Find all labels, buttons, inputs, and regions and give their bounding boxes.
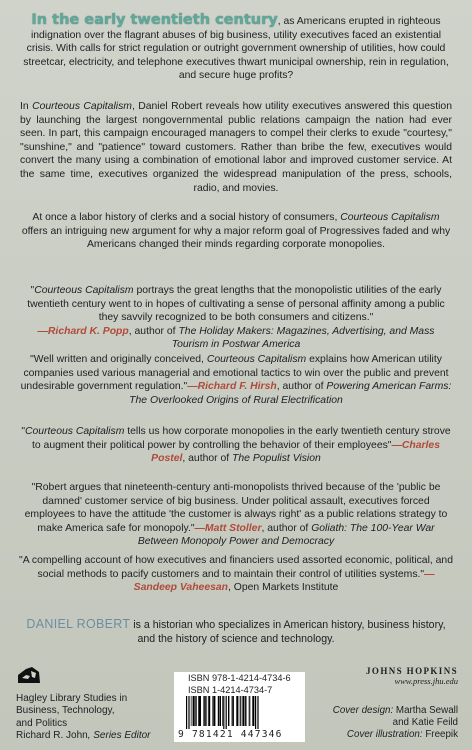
intro-paragraph xyxy=(20,14,452,83)
intro-lead: In the early twentieth century xyxy=(31,12,278,28)
credit-value: Martha Sewall xyxy=(395,705,458,716)
barcode-box xyxy=(174,672,305,742)
author-book-title: Powering American Farms: The Overlooked Origins of Rural Electrification xyxy=(129,381,452,406)
series-title xyxy=(16,693,176,730)
cover-credits xyxy=(333,705,458,741)
text-segment: " xyxy=(21,426,26,437)
series-editor xyxy=(16,730,176,742)
endorsement-quote xyxy=(18,353,454,407)
text-segment: , Open Markets Institute xyxy=(228,582,339,594)
hagley-logo-icon xyxy=(17,666,41,684)
editor-role: , Series Editor xyxy=(87,730,151,742)
endorsement-quote xyxy=(18,284,454,352)
text-segment: , Daniel Robert reveals how utility executives answered this question by launching the largest nongovernmental public relations campaign the nation had ever seen. In part, this campaign encouraged managers to compel their clerks to exude "courtesy," "sunshine," and "patience" toward customers. Rather than bribe the few, executives would convert the many using a combination of emotional labor and improved customer service. At the same time, executives organized the widespread manipulation of the press, schools, radio, and movies. xyxy=(20,101,452,194)
credit-label: Cover design: xyxy=(332,705,396,716)
series-line: Business, Technology, xyxy=(16,705,115,717)
quote-author: Richard K. Popp xyxy=(47,325,129,337)
quote-text: portrays the great lengths that the monopolistic utilities of the early twentieth century went to in hopes of cultivating a sense of personal affinity among a public they savvily recognized to be both consumers and citizens." xyxy=(27,285,445,324)
argument-paragraph xyxy=(20,211,452,252)
dash: — xyxy=(37,325,48,337)
endorsement-quote xyxy=(18,425,454,466)
barcode-digits: 9 781421 447346 xyxy=(178,729,283,740)
text-segment: "Well written and originally conceived, xyxy=(30,354,207,365)
illustration-credit xyxy=(333,729,458,741)
author-book-title: The Populist Vision xyxy=(232,453,321,465)
quote-text: tells us how corporate monopolies in the early twentieth century strove to augment their political power by controlling the behavior of their employees" xyxy=(32,426,451,451)
text-segment: , author of xyxy=(128,325,179,337)
credit-value: Freepik xyxy=(425,729,458,740)
text-segment: , author of xyxy=(182,453,233,465)
bio-text: is a historian who specializes in American history, business history, and the history of science and technology. xyxy=(130,619,446,645)
quote-author: Matt Stoller xyxy=(204,522,262,534)
isbn-10: ISBN 1-4214-4734-7 xyxy=(188,685,273,695)
credit-label: Cover illustration: xyxy=(346,729,426,740)
book-title: Courteous Capitalism xyxy=(25,426,125,437)
book-title: Courteous Capitalism xyxy=(32,101,132,112)
quote-text: "A compelling account of how executives and financiers used assorted economic, political, and social methods to pacify customers and to maintain their control of utilities systems." xyxy=(19,555,453,580)
publisher-name: JOHNS HOPKINS xyxy=(366,666,458,676)
dash: — xyxy=(194,522,205,534)
design-credit xyxy=(333,705,458,717)
book-title: Courteous Capitalism xyxy=(206,354,307,365)
quote-author: Sandeep Vaheesan xyxy=(133,582,228,594)
series-line: Hagley Library Studies in xyxy=(16,693,128,704)
publisher-url: www.press.jhu.edu xyxy=(394,676,458,686)
quote-text: explains how American utility companies used various managerial and emotional tactics to win over the public and prevent undesirable government regulation." xyxy=(20,354,449,393)
text-segment: offers an intriguing new argument for why a major reform goal of Progressives faded and why Americans changed their minds regarding corporate monopolies. xyxy=(21,225,451,251)
book-title: Courteous Capitalism xyxy=(340,212,440,223)
description-paragraph xyxy=(20,100,452,195)
publisher-block xyxy=(366,666,458,686)
endorsement-quote xyxy=(18,554,454,595)
intro-text: , as Americans erupted in righteous indignation over the flagrant abuses of big business, utility executives faced an existential crisis. With calls for strict regulation or outright government ownership of utilities, how could streetcar, electricity, and telephone executives thwart municipal ownership, rein in regulation, and secure huge profits? xyxy=(23,16,449,82)
quote-author: Charles Postel xyxy=(151,439,440,465)
author-book-title: Goliath: The 100-Year War Between Monopoly Power and Democracy xyxy=(137,522,435,548)
series-block xyxy=(16,666,176,743)
text-segment: , author of xyxy=(276,381,327,393)
endorsement-quote xyxy=(18,481,454,549)
quote-text: "Robert argues that nineteenth-century anti-monopolists thrived because of the 'public be damned' customer service of big business. Under political assault, executives forced employees to have the attitude 'the customer is always right' as a public relations strategy to make America safe for monopoly." xyxy=(24,482,448,534)
text-segment: " xyxy=(30,285,35,296)
series-line: and Politics xyxy=(16,717,68,729)
design-credit-cont: and Katie Feild xyxy=(392,717,458,728)
dash: — xyxy=(391,439,402,451)
editor-name: Richard R. John xyxy=(16,730,88,742)
text-segment: In xyxy=(20,101,33,112)
author-book-title: The Holiday Makers: Magazines, Advertising, and Mass Tourism in Postwar America xyxy=(171,325,435,351)
text-segment: , author of xyxy=(261,522,312,534)
book-title: Courteous Capitalism xyxy=(34,285,134,296)
author-name: DANIEL ROBERT xyxy=(26,617,131,631)
barcode-icon xyxy=(186,696,296,729)
dash: — xyxy=(187,381,198,393)
quote-author: Richard F. Hirsh xyxy=(197,381,277,393)
isbn-13: ISBN 978-1-4214-4734-6 xyxy=(188,673,291,683)
dash: — xyxy=(424,568,435,580)
author-bio xyxy=(20,618,452,646)
text-segment: At once a labor history of clerks and a social history of consumers, xyxy=(32,212,341,223)
